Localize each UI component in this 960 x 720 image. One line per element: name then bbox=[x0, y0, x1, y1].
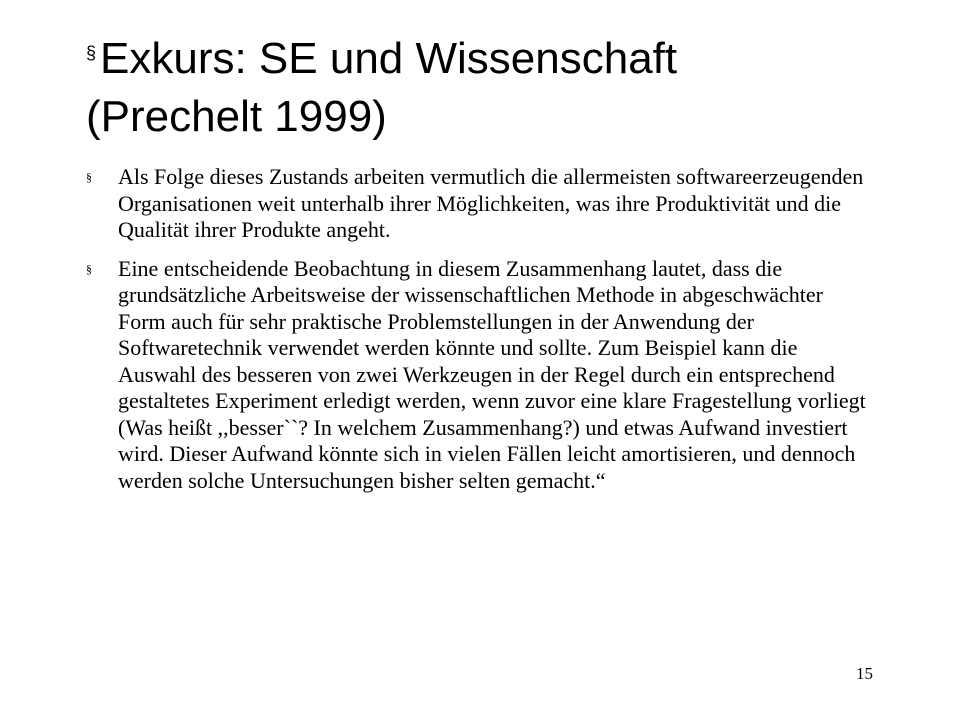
bullet-icon: § bbox=[86, 261, 92, 276]
bullet-list bbox=[86, 164, 876, 506]
title-bullet-icon: § bbox=[86, 43, 97, 63]
bullet-icon: § bbox=[86, 170, 92, 184]
bullet-item bbox=[86, 256, 876, 495]
title-line-2: (Prechelt 1999) bbox=[86, 92, 387, 141]
title-text-1: Exkurs: SE und Wissenschaft bbox=[100, 34, 678, 83]
bullet-text: Als Folge dieses Zustands arbeiten vermutlich die allermeisten softwareerzeugenden Organisationen weit unterhalb ihrer Möglichkeiten, was ihre Produktivität und die Qualität ihrer Produkte angeht. bbox=[118, 164, 864, 242]
bullet-text: Eine entscheidende Beobachtung in diesem Zusammenhang lautet, dass die grundsätzliche Arbeitsweise der wissenschaftlichen Methode in abgeschwächter Form auch für sehr praktische Problemstellungen in der Anwendung der Softwaretechnik verwendet werden könnte und sollte. Zum Beispiel kann die Auswahl des besseren von zwei Werkzeugen in der Regel durch ein entsprechend gestaltetes Experiment erledigt werden, wenn zuvor eine klare Fragestellung vorliegt (Was heißt ,,besser``? In welchem Zusammenhang?) und etwas Aufwand investiert wird. Dieser Aufwand könnte sich in vielen Fällen leicht amortisieren, und dennoch werden solche Untersuchungen bisher selten gemacht.“ bbox=[118, 255, 866, 493]
slide-title bbox=[86, 24, 906, 146]
title-line-1 bbox=[86, 24, 906, 88]
page-number: 15 bbox=[856, 664, 873, 683]
bullet-item bbox=[86, 164, 876, 244]
